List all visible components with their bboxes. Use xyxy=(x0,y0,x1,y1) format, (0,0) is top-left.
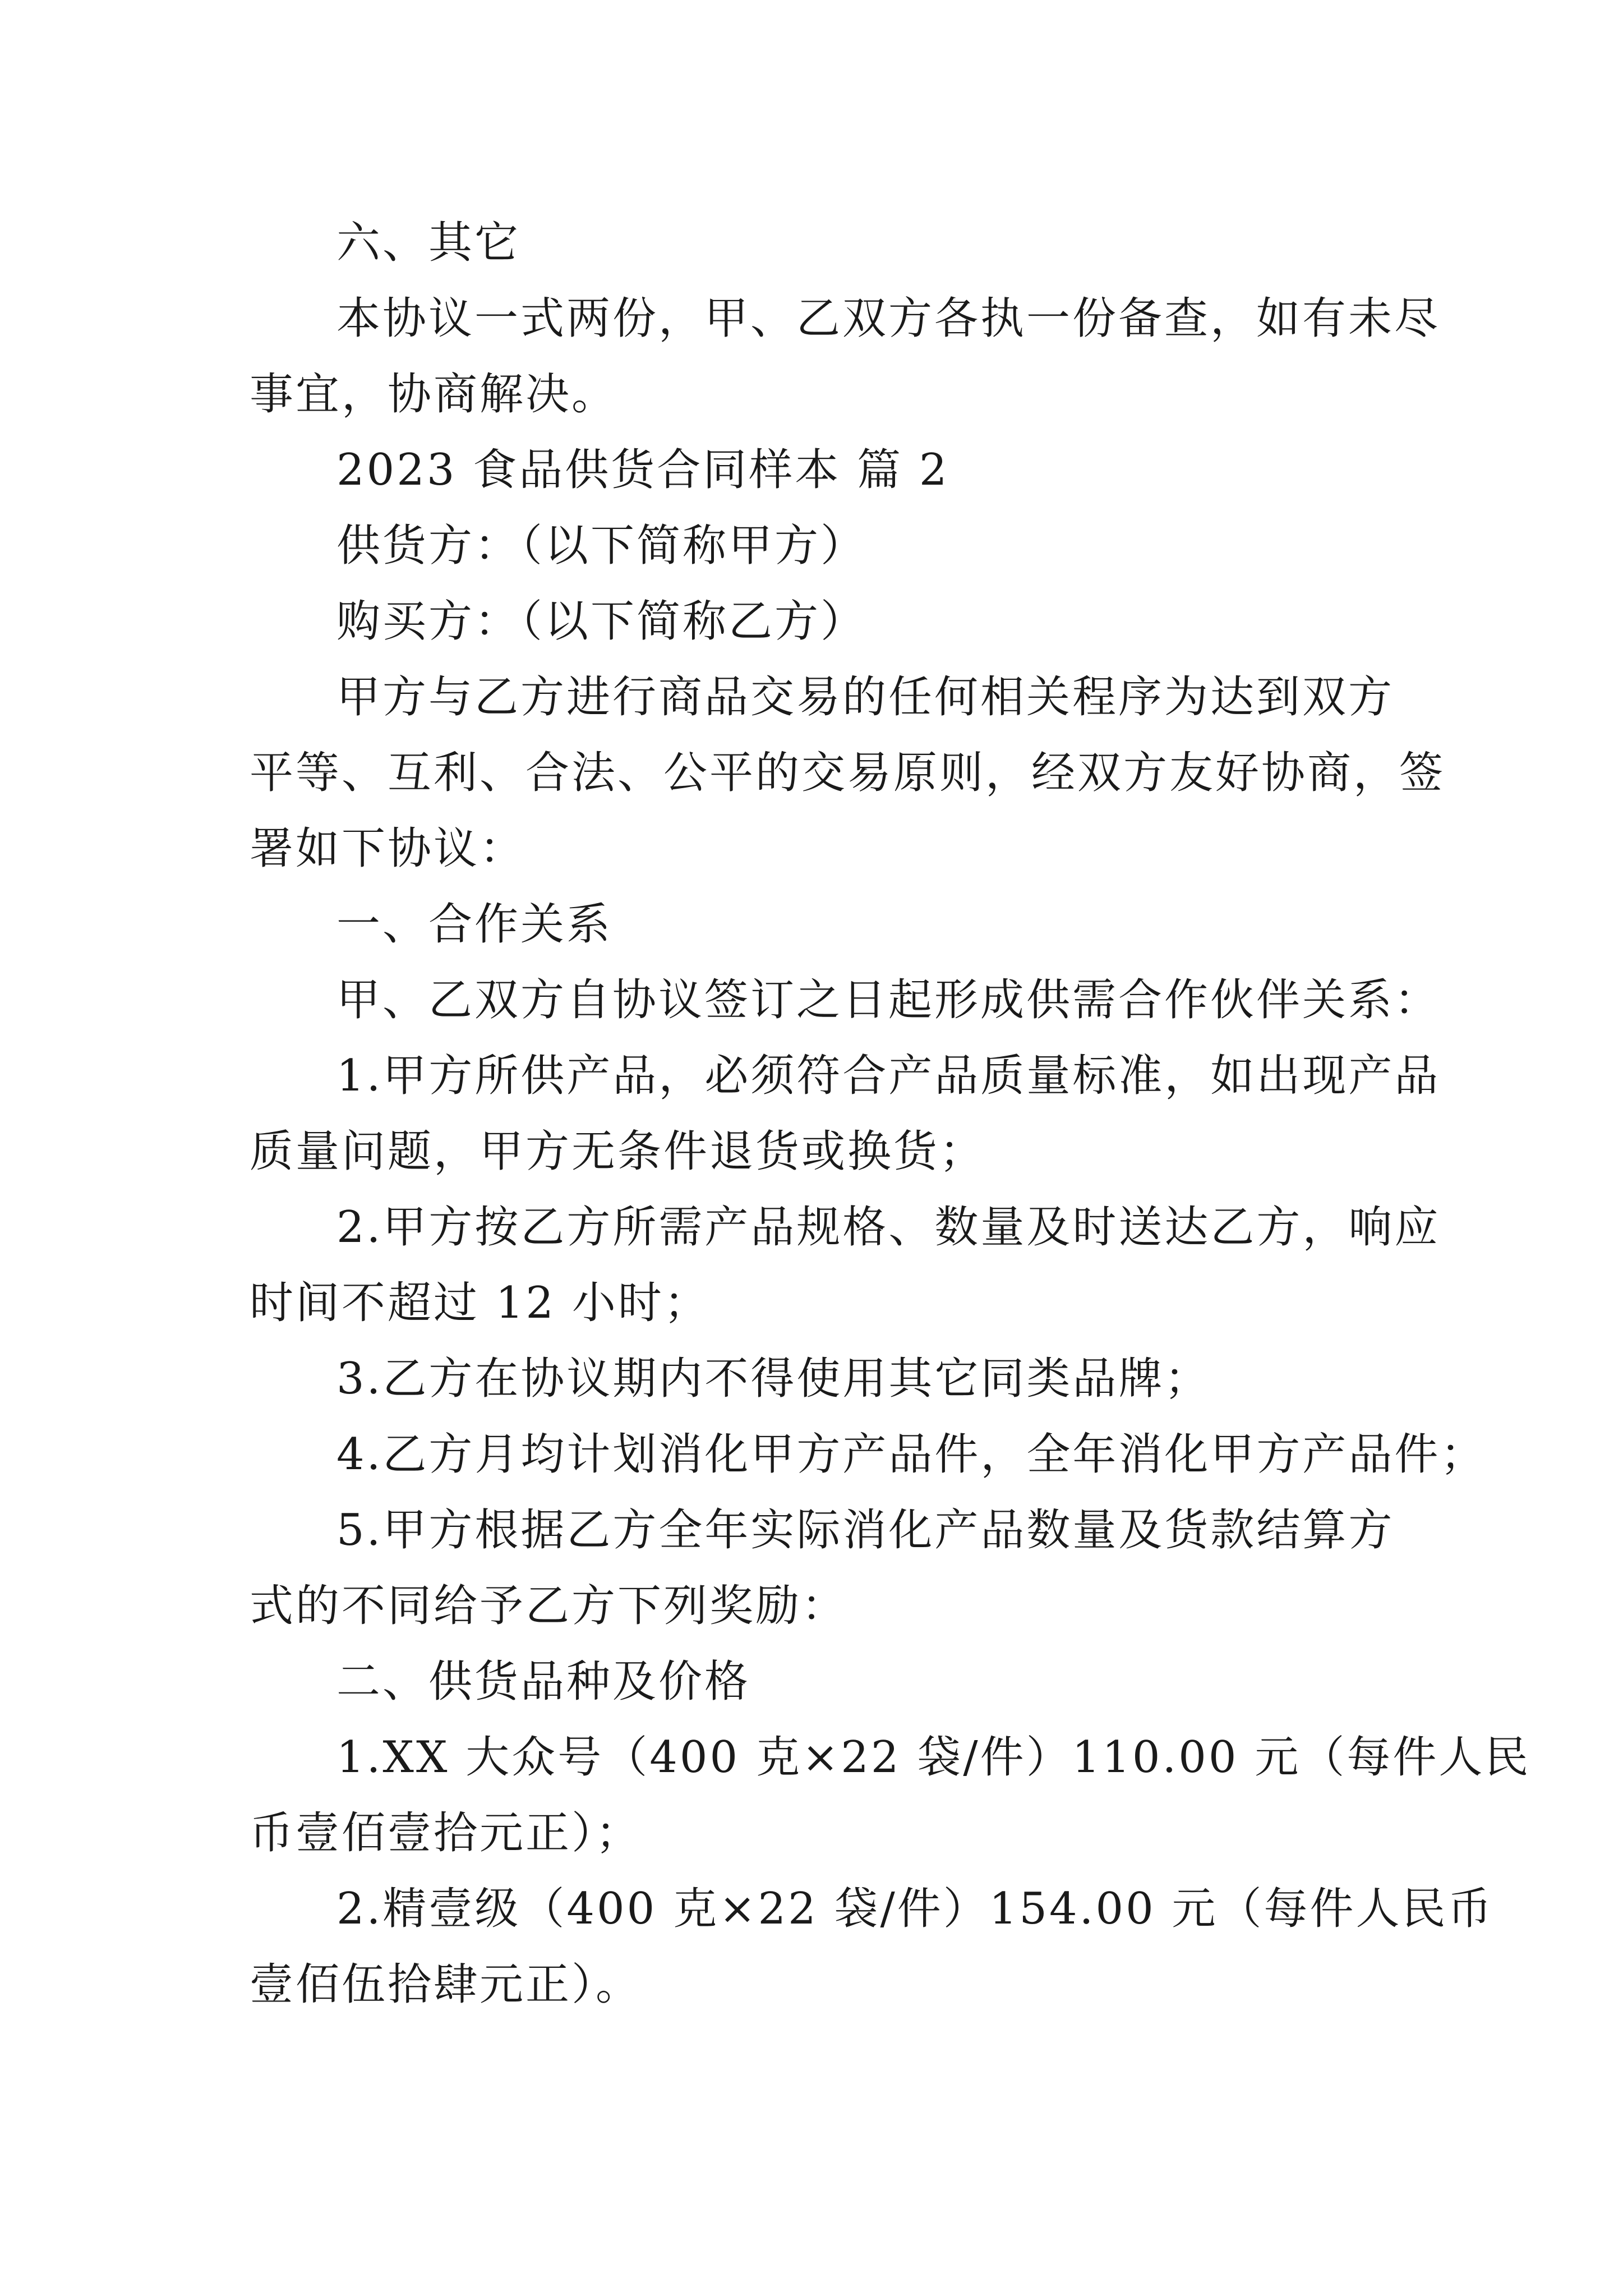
product-item: 2.精壹级（400 克×22 袋/件）154.00 元（每件人民币 xyxy=(336,1884,1494,1934)
buyer-line: 购买方：（以下简称乙方） xyxy=(336,596,867,647)
section-heading-other: 六、其它 xyxy=(336,218,521,268)
paragraph-line: 甲、乙双方自协议签订之日起形成供需合作伙伴关系： xyxy=(336,975,1441,1025)
paragraph-line: 事宜，协商解决。 xyxy=(250,369,618,420)
paragraph-line: 本协议一式两份，甲、乙双方各执一份备查，如有未尽 xyxy=(336,293,1441,344)
paragraph-line: 币壹佰壹拾元正）； xyxy=(250,1808,642,1858)
paragraph-line: 壹佰伍拾肆元正）。 xyxy=(250,1959,642,2010)
paragraph-line: 署如下协议： xyxy=(250,823,526,874)
paragraph-line: 甲方与乙方进行商品交易的任何相关程序为达到双方 xyxy=(336,672,1395,723)
product-item: 1.XX 大众号（400 克×22 袋/件）110.00 元（每件人民 xyxy=(336,1732,1531,1783)
clause-item: 2.甲方按乙方所需产品规格、数量及时送达乙方，响应 xyxy=(336,1202,1441,1253)
paragraph-line: 式的不同给予乙方下列奖励： xyxy=(250,1581,848,1631)
clause-item: 4.乙方月均计划消化甲方产品件，全年消化甲方产品件； xyxy=(336,1429,1487,1480)
supplier-line: 供货方：（以下简称甲方） xyxy=(336,521,867,571)
paragraph-line: 时间不超过 12 小时； xyxy=(250,1278,710,1328)
paragraph-line: 平等、互利、合法、公平的交易原则，经双方友好协商，签 xyxy=(250,748,1446,798)
clause-item: 3.乙方在协议期内不得使用其它同类品牌； xyxy=(336,1354,1211,1404)
paragraph-line: 质量问题，甲方无条件退货或换货； xyxy=(250,1126,986,1177)
section-heading-cooperation: 一、合作关系 xyxy=(336,899,613,950)
clause-item: 5.甲方根据乙方全年实际消化产品数量及货款结算方 xyxy=(336,1505,1395,1556)
contract-title: 2023 食品供货合同样本 篇 2 xyxy=(336,445,949,495)
clause-item: 1.甲方所供产品，必须符合产品质量标准，如出现产品 xyxy=(336,1051,1441,1101)
section-heading-products: 二、供货品种及价格 xyxy=(336,1657,751,1707)
